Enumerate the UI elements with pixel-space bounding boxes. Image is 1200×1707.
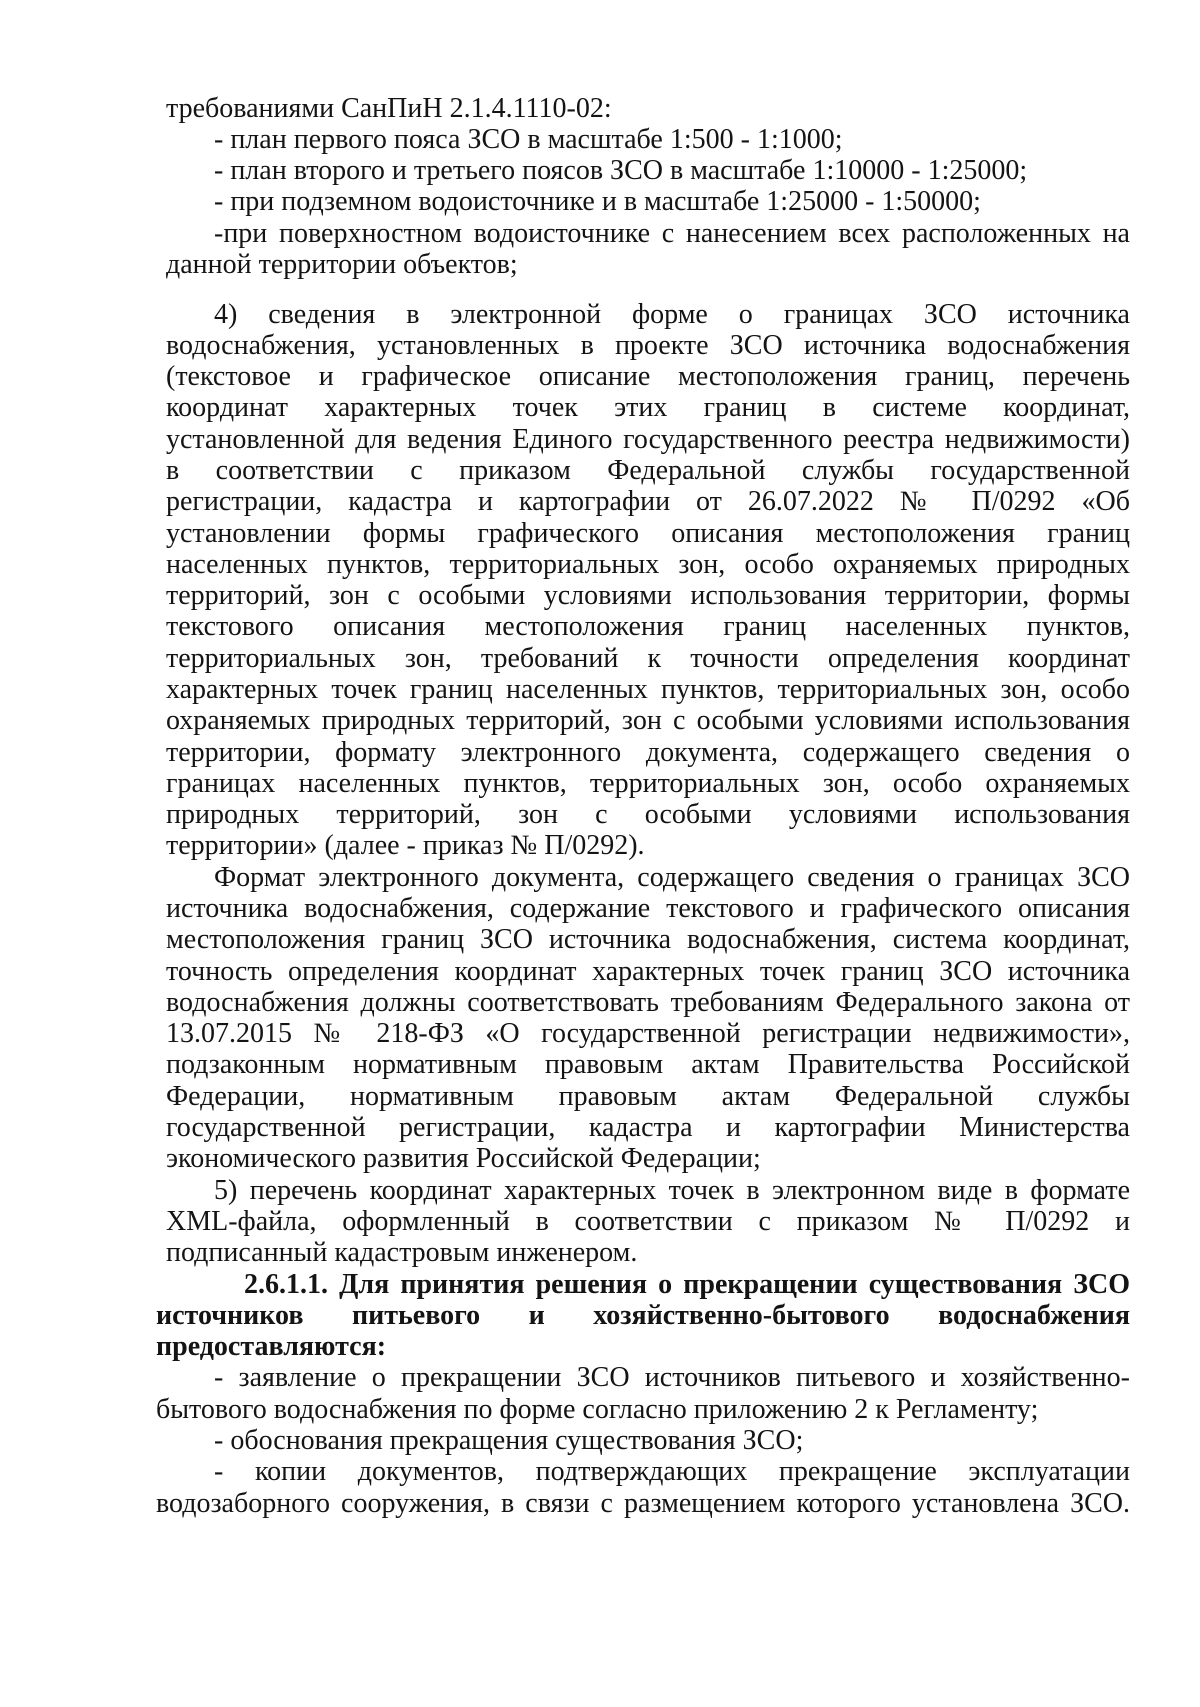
text-line: координат характерных точек этих границ в системе координат, [166,392,1130,423]
text-line: Формат электронного документа, содержащего сведения о границах ЗСО [214,862,1130,893]
text-line: - план второго и третьего поясов ЗСО в масштабе 1:10000 - 1:25000; [214,155,1028,186]
text-line: данной территории объектов; [166,249,518,280]
section-heading-line: предоставляются: [156,1331,387,1362]
text-line: -при поверхностном водоисточнике с нанесением всех расположенных на [214,218,1130,249]
text-line: водоснабжения, установленных в проекте ЗСО источника водоснабжения [166,330,1130,361]
text-line: подзаконным нормативным правовым актам Правительства Российской [166,1049,1130,1080]
text-line: источника водоснабжения, содержание текстового и графического описания [166,893,1130,924]
text-line: регистрации, кадастра и картографии от 26.07.2022 № П/0292 «Об [166,486,1130,517]
text-line: установленной для ведения Единого государственного реестра недвижимости) [166,424,1130,455]
text-line: XML-файла, оформленный в соответствии с приказом № П/0292 и [166,1206,1130,1237]
text-line: требованиями СанПиН 2.1.4.1110-02: [166,93,612,124]
text-line: установлении формы графического описания местоположения границ [166,518,1130,549]
text-line: водоснабжения должны соответствовать требованиям Федерального закона от [166,987,1130,1018]
text-line: бытового водоснабжения по форме согласно приложению 2 к Регламенту; [156,1394,1039,1425]
text-line: - копии документов, подтверждающих прекращение эксплуатации [214,1456,1130,1487]
text-line: подписанный кадастровым инженером. [166,1237,638,1268]
text-line: территории» (далее - приказ № П/0292). [166,830,645,861]
text-line: - при подземном водоисточнике и в масштабе 1:25000 - 1:50000; [214,186,981,217]
text-line: 4) сведения в электронной форме о границах ЗСО источника [214,299,1130,330]
text-line: - обоснования прекращения существования ЗСО; [214,1425,804,1456]
text-line: (текстовое и графическое описание местоположения границ, перечень [166,361,1130,392]
section-heading-line: 2.6.1.1. Для принятия решения о прекращении существования ЗСО [244,1269,1130,1300]
text-line: - план первого пояса ЗСО в масштабе 1:500 - 1:1000; [214,124,843,155]
text-line: характерных точек границ населенных пунктов, территориальных зон, особо [166,674,1130,705]
text-line: населенных пунктов, территориальных зон, особо охраняемых природных [166,549,1130,580]
text-line: территорий, зон с особыми условиями использования территории, формы [166,580,1130,611]
text-line: точность определения координат характерных точек границ ЗСО источника [166,956,1130,987]
section-heading-line: источников питьевого и хозяйственно-бытового водоснабжения [156,1300,1130,1331]
text-line: Федерации, нормативным правовым актам Федеральной службы [166,1081,1130,1112]
text-line: водозаборного сооружения, в связи с размещением которого установлена ЗСО. [156,1488,1130,1519]
text-line: 5) перечень координат характерных точек в электронном виде в формате [214,1175,1130,1206]
text-line: природных территорий, зон с особыми условиями использования [166,799,1130,830]
text-line: - заявление о прекращении ЗСО источников питьевого и хозяйственно- [214,1362,1130,1393]
text-line: границах населенных пунктов, территориальных зон, особо охраняемых [166,768,1130,799]
text-line: местоположения границ ЗСО источника водоснабжения, система координат, [166,924,1130,955]
text-line: в соответствии с приказом Федеральной службы государственной [166,455,1130,486]
text-line: территории, формату электронного документа, содержащего сведения о [166,737,1130,768]
text-line: государственной регистрации, кадастра и картографии Министерства [166,1112,1130,1143]
text-line: экономического развития Российской Федерации; [166,1143,761,1174]
text-line: территориальных зон, требований к точности определения координат [166,643,1130,674]
text-line: текстового описания местоположения границ населенных пунктов, [166,611,1130,642]
text-line: охраняемых природных территорий, зон с особыми условиями использования [166,705,1130,736]
text-line: 13.07.2015 № 218-ФЗ «О государственной регистрации недвижимости», [166,1018,1130,1049]
